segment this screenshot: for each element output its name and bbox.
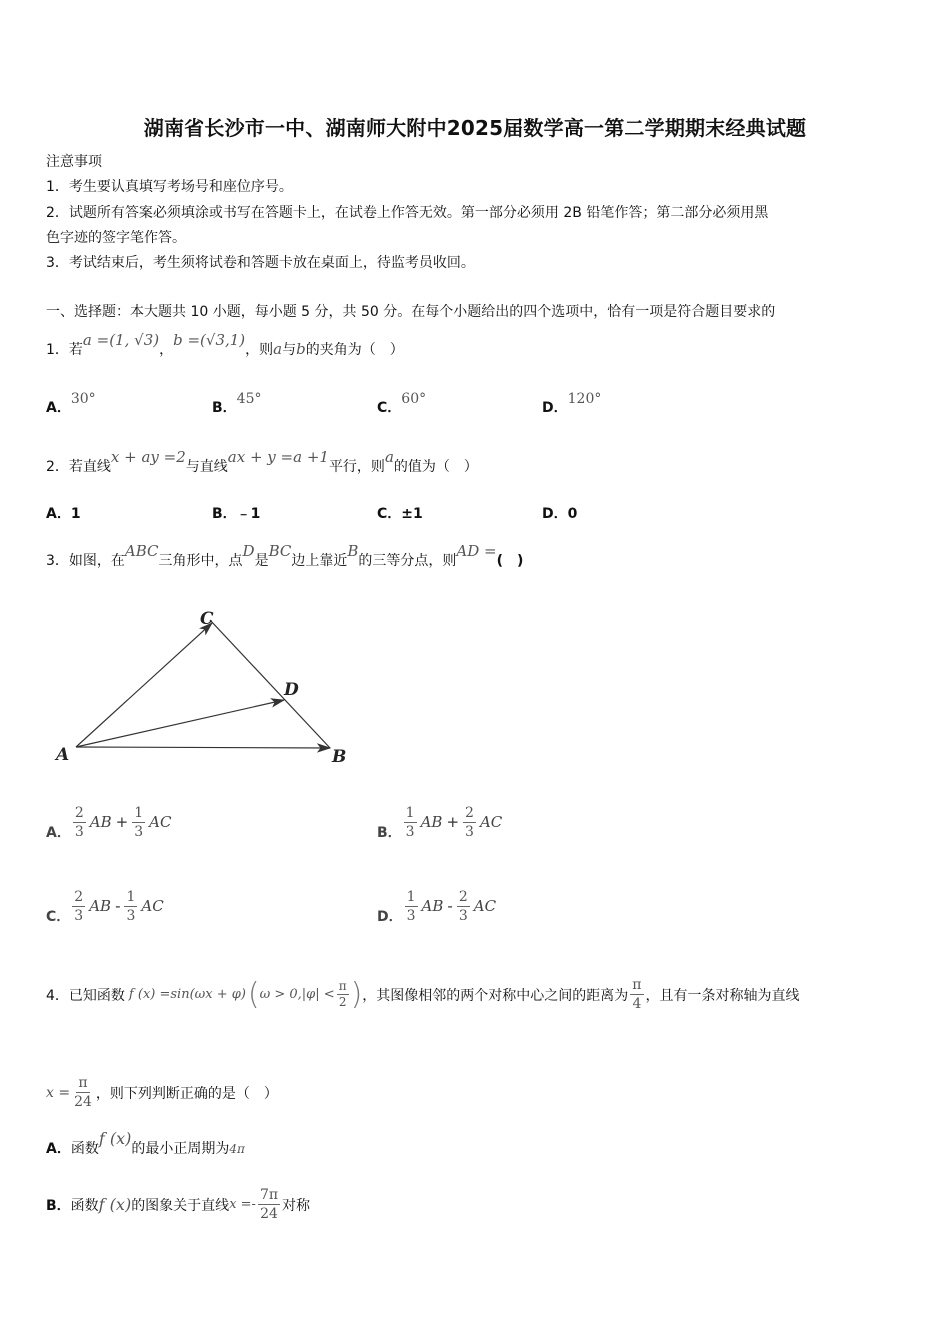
q1-var-a: a <box>273 340 283 358</box>
q4-number: 4．已知函数 <box>46 987 125 1004</box>
label-a: A <box>56 745 70 765</box>
q1-option-b[interactable] <box>212 391 262 418</box>
segment-cb <box>210 620 330 748</box>
notice-item: 3．考试结束后，考生须将试卷和答题卡放在桌面上，待监考员收回。 <box>46 255 475 271</box>
label-d: D <box>284 680 299 700</box>
q3-tail: ( ) <box>496 553 524 569</box>
q1-vector-b: b =(√3,1) <box>173 331 246 349</box>
option-value: 30° <box>70 391 96 407</box>
q1-separator: ， <box>159 342 174 358</box>
q3-option-a[interactable]: A． $\frac{2}{3}$ AB + $\frac{1}{3}$ AC <box>46 804 172 841</box>
q2-line2: ax + y =a +1 <box>227 448 329 466</box>
q3-triangle-figure <box>40 600 370 775</box>
q3-option-d[interactable]: D． $\frac{1}{3}$ AB - $\frac{2}{3}$ AC <box>377 888 497 925</box>
option-value: 45° <box>236 391 262 407</box>
q3-triangle: ABC <box>124 542 159 560</box>
q4-option-a[interactable]: A．函数f (x)的最小正周期为4π <box>46 1129 245 1157</box>
q4-text: ，其图像相邻的两个对称中心之间的距离为 <box>362 987 629 1004</box>
vector-ad <box>76 700 284 747</box>
q1-vector-a: a =(1, √3) <box>82 331 160 349</box>
q2-option-d[interactable]: D．0 <box>542 506 578 522</box>
q2-line1: x + ay =2 <box>110 448 186 466</box>
q2-stem <box>46 448 478 477</box>
label-c: C <box>200 609 214 629</box>
label-b: B <box>332 747 347 767</box>
q2-option-a[interactable]: A．1 <box>46 506 81 522</box>
q1-tail: 的夹角为（ ） <box>305 342 404 358</box>
section-heading: 一、选择题：本大题共 10 小题，每小题 5 分，共 50 分。在每个小题给出的四个选项中，恰有一项是符合题目要求的 <box>46 304 776 320</box>
q2-var: a <box>384 448 394 466</box>
option-label: B． <box>212 400 237 416</box>
q4-option-b[interactable]: B． 函数 f (x) 的图象关于直线 x =- $\frac{7\pi}{24}$ 对称 <box>46 1187 311 1222</box>
notice-item: 2．试题所有答案必须填涂或书写在答题卡上，在试卷上作答无效。第一部分必须用 2B 铅笔作答；第二部分必须用黑 <box>46 205 769 221</box>
vector-ac <box>76 623 212 747</box>
q1-option-a[interactable] <box>46 391 96 418</box>
notice-item: 1．考生要认真填写考场号和座位序号。 <box>46 179 293 195</box>
q3-stem: 3．如图，在ABC三角形中，点D是BC边上靠近B的三等分点，则AD =( ) <box>46 542 524 569</box>
q1-text: ，则 <box>245 342 274 358</box>
q3-vector: AD = <box>456 542 497 560</box>
q4-condition: ω > 0,|φ| < <box>259 987 335 1002</box>
q3-near: B <box>347 542 359 560</box>
q1-var-b: b <box>296 340 306 358</box>
q4-axis-lhs: x = <box>46 1084 71 1101</box>
option-value: 120° <box>567 391 602 407</box>
q2-text: 与直线 <box>185 459 228 475</box>
q3-option-b[interactable]: B． $\frac{1}{3}$ AB + $\frac{2}{3}$ AC <box>377 804 503 841</box>
q1-option-d[interactable] <box>542 391 602 418</box>
q1-option-c[interactable] <box>377 391 427 418</box>
q4-function: f (x) =sin(ωx + φ) <box>128 987 246 1002</box>
notice-heading: 注意事项 <box>46 154 102 170</box>
q1-stem <box>46 331 404 360</box>
q1-number: 1．若 <box>46 342 83 358</box>
q4-stem: 4．已知函数 f (x) =sin(ωx + φ) ( ω > 0,|φ| < $\frac{\pi}{2}$ ) ，其图像相邻的两个对称中心之间的距离为 $\frac{\pi}{4}$ ，且有一条对称轴为直线 <box>46 977 800 1012</box>
q4-text: ，且有一条对称轴为直线 <box>645 987 800 1004</box>
notice-item: 色字迹的签字笔作答。 <box>46 230 186 246</box>
q3-number: 3．如图，在 <box>46 553 125 569</box>
q3-point: D <box>242 542 255 560</box>
option-label: A． <box>46 400 71 416</box>
q2-option-b[interactable]: B．﹣1 <box>212 506 261 522</box>
q3-option-c[interactable]: C． $\frac{2}{3}$ AB - $\frac{1}{3}$ AC <box>46 888 164 925</box>
q2-option-c[interactable]: C．±1 <box>377 506 423 522</box>
vector-ab <box>76 747 330 748</box>
q2-tail: 的值为（ ） <box>393 459 478 475</box>
option-value: 60° <box>401 391 427 407</box>
option-label: C． <box>377 400 402 416</box>
q4-stem-cont: x = $\frac{\pi}{24}$ ，则下列判断正确的是（ ） <box>46 1075 278 1110</box>
q4-text: ，则下列判断正确的是（ ） <box>95 1085 278 1102</box>
page-title: 湖南省长沙市一中、湖南师大附中2025届数学高一第二学期期末经典试题 <box>143 116 807 140</box>
q2-number: 2．若直线 <box>46 459 111 475</box>
option-label: D． <box>542 400 568 416</box>
q1-text: 与 <box>282 342 297 358</box>
q2-text: 平行，则 <box>328 459 385 475</box>
q3-segment: BC <box>268 542 292 560</box>
